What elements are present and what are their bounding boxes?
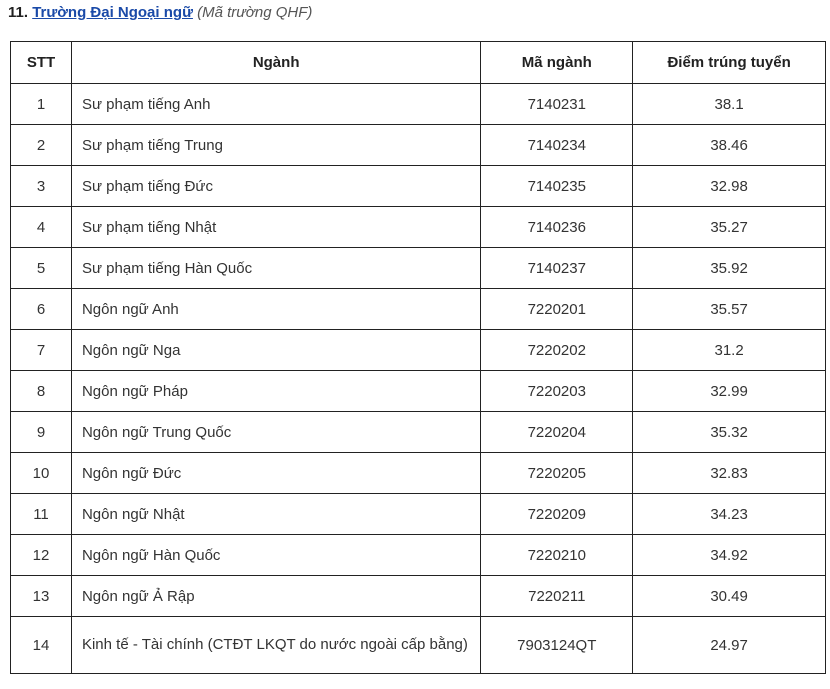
row-stt: 1 [11,84,72,125]
row-score: 35.27 [633,207,826,248]
row-major-code: 7220204 [481,412,633,453]
table-row [11,453,826,494]
row-major-code: 7140235 [481,166,633,207]
row-stt: 3 [11,166,72,207]
row-score: 32.99 [633,371,826,412]
row-major-code: 7140236 [481,207,633,248]
row-major-code: 7140237 [481,248,633,289]
row-stt: 6 [11,289,72,330]
row-stt: 4 [11,207,72,248]
table-row [11,330,826,371]
row-major: Sư phạm tiếng Trung [71,125,480,166]
row-major-code: 7140231 [481,84,633,125]
row-major: Sư phạm tiếng Hàn Quốc [71,248,480,289]
row-major-code: 7140234 [481,125,633,166]
table-row [11,84,826,125]
row-major: Kinh tế - Tài chính (CTĐT LKQT do nước ngoài cấp bằng) [71,617,480,674]
row-stt: 13 [11,576,72,617]
row-score: 38.1 [633,84,826,125]
table-row [11,371,826,412]
school-code: (Mã trường QHF) [197,4,313,21]
row-major-code: 7220203 [481,371,633,412]
row-score: 34.92 [633,535,826,576]
section-heading [8,3,312,23]
row-major-code: 7220210 [481,535,633,576]
row-stt: 7 [11,330,72,371]
row-major-code: 7903124QT [481,617,633,674]
row-score: 35.32 [633,412,826,453]
row-major: Ngôn ngữ Pháp [71,371,480,412]
school-link[interactable]: Trường Đại Ngoại ngữ [32,4,193,21]
row-stt: 5 [11,248,72,289]
row-major: Ngôn ngữ Anh [71,289,480,330]
row-score: 24.97 [633,617,826,674]
row-score: 31.2 [633,330,826,371]
table-row [11,412,826,453]
header-score: Điểm trúng tuyển [633,42,826,84]
table-row [11,207,826,248]
table-row [11,494,826,535]
row-stt: 10 [11,453,72,494]
table-row [11,248,826,289]
row-major: Ngôn ngữ Nhật [71,494,480,535]
admission-scores-table [10,41,826,674]
row-score: 32.83 [633,453,826,494]
row-major: Sư phạm tiếng Anh [71,84,480,125]
table-row [11,535,826,576]
row-major-code: 7220205 [481,453,633,494]
row-major: Ngôn ngữ Trung Quốc [71,412,480,453]
row-major: Ngôn ngữ Nga [71,330,480,371]
row-stt: 8 [11,371,72,412]
section-number: 11. [8,4,29,21]
row-stt: 2 [11,125,72,166]
row-stt: 11 [11,494,72,535]
row-stt: 12 [11,535,72,576]
row-major: Ngôn ngữ Ả Rập [71,576,480,617]
row-stt: 9 [11,412,72,453]
row-major: Ngôn ngữ Hàn Quốc [71,535,480,576]
row-major: Sư phạm tiếng Nhật [71,207,480,248]
header-major-code: Mã ngành [481,42,633,84]
row-major-code: 7220201 [481,289,633,330]
row-stt: 14 [11,617,72,674]
row-score: 34.23 [633,494,826,535]
table-row [11,125,826,166]
table-row [11,617,826,674]
row-score: 38.46 [633,125,826,166]
table-row [11,289,826,330]
row-major: Ngôn ngữ Đức [71,453,480,494]
row-score: 30.49 [633,576,826,617]
row-major-code: 7220202 [481,330,633,371]
row-major-code: 7220211 [481,576,633,617]
row-score: 35.57 [633,289,826,330]
header-major: Ngành [71,42,480,84]
row-major-code: 7220209 [481,494,633,535]
row-score: 35.92 [633,248,826,289]
row-score: 32.98 [633,166,826,207]
table-row [11,576,826,617]
header-stt: STT [11,42,72,84]
table-header-row [11,42,826,84]
table-row [11,166,826,207]
row-major: Sư phạm tiếng Đức [71,166,480,207]
